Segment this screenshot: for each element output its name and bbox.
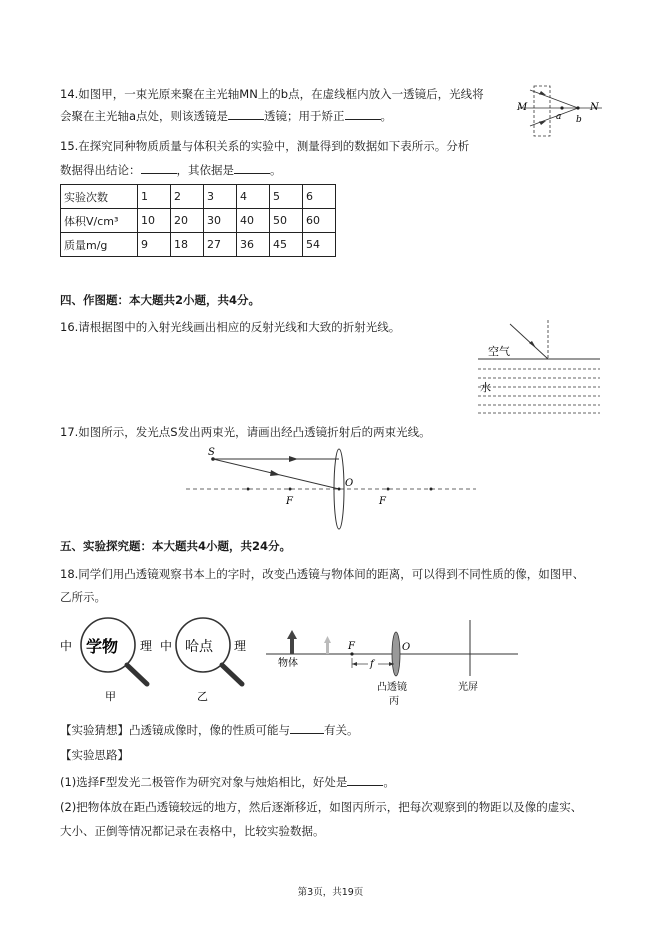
table-cell: 20 (171, 209, 204, 233)
q16-incident-ray (510, 324, 548, 359)
q18-idea2-line1: (2)把物体放在距凸透镜较远的地方，然后逐渐移近，如图丙所示，把每次观察到的物距以及像的虚实、 (60, 800, 583, 814)
q17-point-F-right (387, 488, 390, 491)
table-cell: 3 (204, 185, 237, 209)
table-row-label: 质量m/g (61, 233, 138, 257)
q14-line1: 14.如图甲，一束光原来聚在主光轴MN上的b点，在虚线框内放入一透镜后，光线将 (60, 87, 484, 101)
q17-label-O: O (345, 478, 354, 489)
q18-light-object (326, 642, 329, 654)
q17-text: 17.如图所示，发光点S发出两束光，请画出经凸透镜折射后的两束光线。 (60, 425, 431, 439)
q14-line2 (60, 107, 392, 124)
q16-label-water: 水 (480, 381, 491, 394)
q14-text-c: 。 (380, 109, 393, 123)
q14-label-b: b (576, 115, 582, 125)
table-cell: 30 (204, 209, 237, 233)
q18-idea1-blank (347, 773, 383, 786)
q18-label-screen: 光屏 (458, 682, 478, 693)
q18-guess-text-a: 【实验猜想】凸透镜成像时，像的性质可能与 (60, 723, 290, 737)
q16-label-air: 空气 (488, 345, 510, 358)
q15-blank-1 (141, 161, 177, 174)
q18-point-F (350, 652, 353, 655)
table-cell: 1 (138, 185, 171, 209)
table-cell: 45 (270, 233, 303, 257)
q15-text-b: ，其依据是 (176, 163, 234, 177)
q18-yi-magnified-text: 哈点 (185, 639, 213, 655)
q15-text-c: 。 (270, 163, 282, 177)
q18-figure-bing (266, 620, 518, 707)
q18-idea2-line2: 大小、正倒等情况都记录在表格中，比较实验数据。 (60, 824, 325, 838)
table-row-label: 体积V/cm³ (61, 209, 138, 233)
q18-yi-right-char: 理 (234, 639, 247, 653)
q15-text-a: 数据得出结论： (60, 163, 141, 177)
q16-figure (476, 318, 606, 418)
table-cell: 18 (171, 233, 204, 257)
table-cell: 36 (237, 233, 270, 257)
q18-bing-caption: 丙 (389, 696, 399, 707)
q18-label-f: f (370, 659, 374, 670)
q18-yi-caption: 乙 (197, 690, 208, 703)
table-cell: 54 (303, 233, 336, 257)
q18-jia-left-char: 中 (60, 639, 73, 653)
q18-label-object: 物体 (278, 658, 298, 669)
q17-ray-arrow (289, 456, 298, 462)
table-cell: 6 (303, 185, 336, 209)
q18-label-lens: 凸透镜 (377, 682, 407, 693)
q18-f-arrow-left (352, 662, 357, 666)
q18-jia-magnified-text: 学物 (86, 637, 119, 656)
q14-figure (510, 80, 610, 142)
q14-arrow-bottom (539, 121, 546, 125)
table-row (61, 233, 336, 257)
q17-point-2f-right (430, 488, 433, 491)
q17-label-S: S (208, 447, 215, 458)
q18-convex-lens (392, 632, 400, 676)
q14-label-a: a (556, 112, 562, 122)
q17-point-F-left (289, 488, 292, 491)
q18-figure-jia (60, 618, 152, 703)
q18-line1: 18.同学们用凸透镜观察书本上的字时，改变凸透镜与物体间的距离，可以得到不同性质的像，如图甲、 (60, 567, 585, 581)
q15-line1: 15.在探究同种物质质量与体积关系的实验中，测量得到的数据如下表所示。分析 (60, 139, 470, 153)
table-cell: 10 (138, 209, 171, 233)
q18-label-F: F (348, 641, 355, 652)
q18-label-O: O (402, 642, 411, 653)
page-footer: 第3页，共19页 (297, 887, 364, 898)
table-cell: 40 (237, 209, 270, 233)
table-cell: 5 (270, 185, 303, 209)
q17-point-O (338, 488, 341, 491)
q18-object-arrowhead (287, 630, 297, 639)
q18-figure (56, 614, 526, 710)
q16-text: 16.请根据图中的入射光线画出相应的反射光线和大致的折射光线。 (60, 320, 401, 334)
q18-line2: 乙所示。 (60, 590, 106, 604)
q17-figure (180, 440, 480, 532)
q17-ray-arrow (270, 470, 280, 476)
q14-arrow-top (539, 91, 546, 95)
table-cell: 50 (270, 209, 303, 233)
table-cell: 60 (303, 209, 336, 233)
table-row (61, 209, 336, 233)
table-cell: 4 (237, 185, 270, 209)
table-cell: 9 (138, 233, 171, 257)
q18-idea1-text-b: 。 (383, 775, 395, 789)
table-row-label: 实验次数 (61, 185, 138, 209)
q18-idea1-text-a: (1)选择F型发光二极管作为研究对象与烛焰相比，好处是 (60, 775, 348, 789)
q18-yi-handle (222, 665, 242, 684)
q17-point-2f-left (247, 488, 250, 491)
q14-label-M: M (517, 102, 528, 113)
q18-guess (60, 721, 359, 738)
q18-jia-right-char: 理 (140, 639, 153, 653)
q18-yi-left-char: 中 (160, 639, 173, 653)
q14-label-N: N (590, 102, 599, 113)
q14-point-b (576, 106, 579, 109)
q17-label-F-left: F (286, 496, 293, 507)
section4-title: 四、作图题：本大题共2小题，共4分。 (60, 293, 261, 307)
q18-idea-title: 【实验思路】 (60, 748, 129, 762)
section5-title: 五、实验探究题：本大题共4小题，共24分。 (60, 539, 292, 553)
q15-data-table (60, 184, 336, 257)
q14-blank-2 (345, 107, 381, 120)
q14-ray-top (530, 90, 578, 108)
q18-object-arrow (290, 638, 294, 654)
q17-label-F-right: F (379, 496, 386, 507)
q18-idea1 (60, 773, 395, 790)
q15-line2 (60, 161, 282, 178)
table-cell: 2 (171, 185, 204, 209)
q18-light-object-head (324, 636, 331, 643)
table-cell: 27 (204, 233, 237, 257)
table-row (61, 185, 336, 209)
q14-blank-1 (228, 107, 264, 120)
q14-ray-bottom (530, 108, 578, 126)
q18-guess-text-b: 有关。 (324, 723, 359, 737)
q14-text-b: 透镜；用于矫正 (264, 109, 345, 123)
q15-blank-2 (234, 161, 270, 174)
q18-jia-handle (127, 665, 147, 684)
q14-point-a (560, 106, 563, 109)
q14-text-a: 会聚在主光轴a点处，则该透镜是 (60, 109, 229, 123)
q18-guess-blank (290, 721, 324, 734)
q18-figure-yi (160, 618, 246, 703)
q18-jia-caption: 甲 (105, 690, 116, 703)
